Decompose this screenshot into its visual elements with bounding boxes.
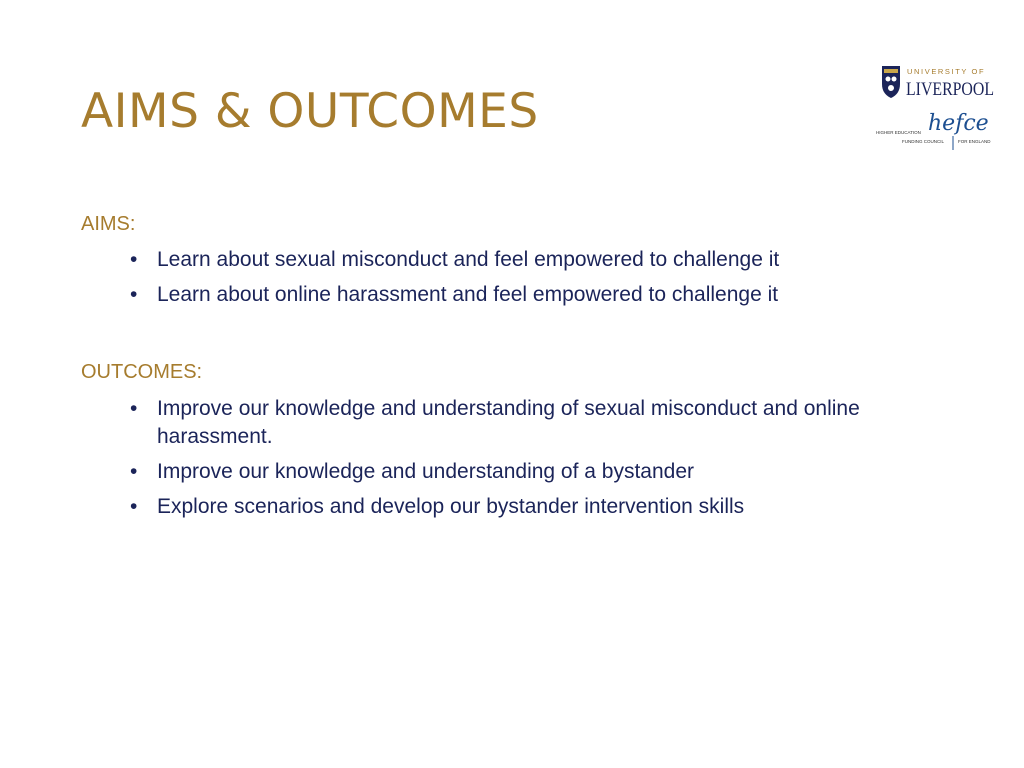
outcomes-item-text: Improve our knowledge and understanding of a bystander: [157, 460, 695, 483]
bullet-icon: •: [130, 495, 138, 518]
aims-item-text: Learn about sexual misconduct and feel empowered to challenge it: [157, 248, 780, 271]
hefce-logo: [874, 110, 996, 152]
crest-icon: [882, 66, 900, 98]
list-item: [130, 246, 779, 274]
list-item: [130, 395, 910, 451]
aims-item-text: Learn about online harassment and feel empowered to challenge it: [157, 283, 779, 306]
outcomes-item-text: Improve our knowledge and understanding of sexual misconduct and online harassment.: [157, 397, 860, 448]
list-item: [130, 493, 910, 521]
outcomes-list: [130, 395, 910, 528]
university-top-text: UNIVERSITY OF: [907, 67, 986, 76]
hefce-bottom-left-text: FUNDING COUNCIL: [902, 139, 945, 144]
list-item: [130, 281, 779, 309]
aims-heading: AIMS:: [81, 213, 136, 235]
outcomes-heading: OUTCOMES:: [81, 361, 203, 383]
hefce-bottom-right-text: FOR ENGLAND: [958, 139, 991, 144]
slide-title: AIMS & OUTCOMES: [81, 84, 539, 139]
university-name: LIVERPOOL: [906, 79, 994, 100]
list-item: [130, 458, 910, 486]
bullet-icon: •: [130, 397, 138, 420]
bullet-icon: •: [130, 283, 138, 306]
bullet-icon: •: [130, 460, 138, 483]
bullet-icon: •: [130, 248, 138, 271]
university-logo: [880, 64, 995, 100]
outcomes-item-text: Explore scenarios and develop our bystander intervention skills: [157, 495, 745, 518]
hefce-left-text: HIGHER EDUCATION: [876, 130, 921, 135]
hefce-name: hefce: [928, 111, 989, 136]
aims-list: [130, 246, 779, 316]
